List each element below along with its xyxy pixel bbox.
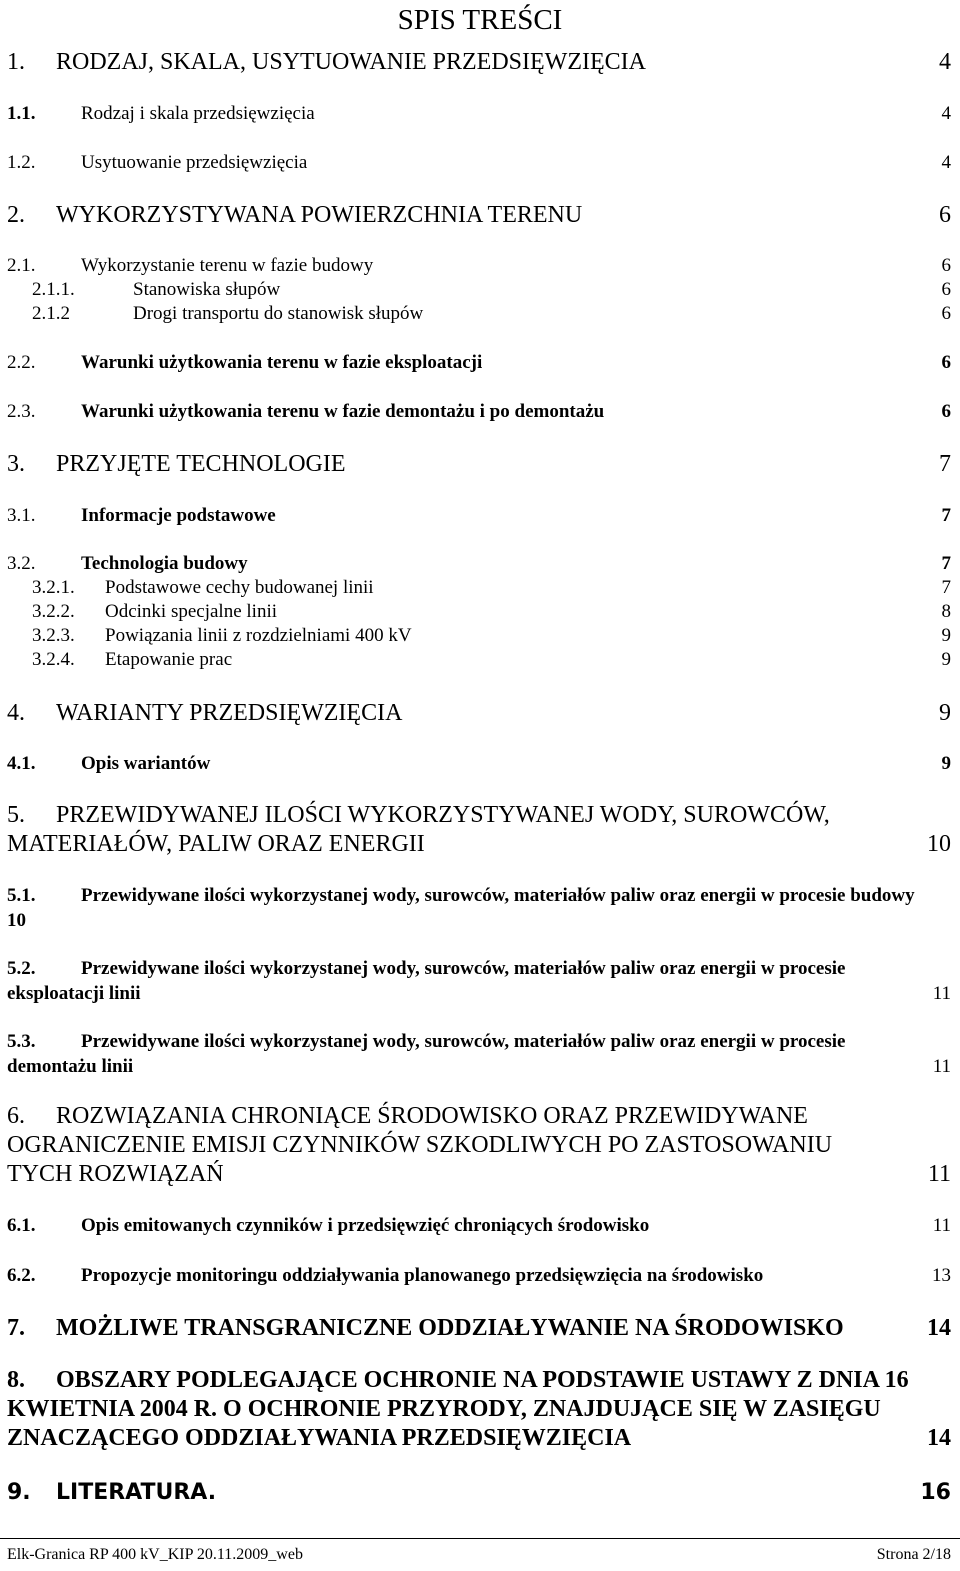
toc-number: 3.2.2.: [32, 601, 75, 622]
toc-title: Propozycje monitoringu oddziaływania planowanego przedsięwzięcia na środowisko: [81, 1265, 764, 1286]
toc-number: 2.2.: [7, 352, 36, 373]
toc-title: Warunki użytkowania terenu w fazie demontażu i po demontażu: [81, 401, 605, 422]
toc-number: 5.3.: [7, 1031, 36, 1052]
toc-number: 9.: [7, 1480, 31, 1505]
toc-number: 3.2.1.: [32, 577, 75, 598]
toc-title: Opis wariantów: [81, 753, 211, 774]
toc-entry[interactable]: [7, 400, 951, 424]
toc-title: LITERATURA.: [56, 1480, 217, 1505]
toc-entry[interactable]: [7, 956, 951, 1006]
footer-document-name: Elk-Granica RP 400 kV_KIP 20.11.2009_web: [7, 1546, 303, 1563]
toc-page: 7: [941, 505, 951, 526]
toc-page: 6: [941, 303, 951, 324]
toc-title: RODZAJ, SKALA, USYTUOWANIE PRZEDSIĘWZIĘCIA: [56, 49, 646, 75]
toc-title: PRZYJĘTE TECHNOLOGIE: [56, 451, 346, 477]
toc-page: 9: [941, 753, 951, 774]
toc-entry[interactable]: [7, 351, 951, 375]
toc-title: WARIANTY PRZEDSIĘWZIĘCIA: [56, 700, 403, 726]
toc-page: 4: [941, 103, 951, 124]
toc-entry[interactable]: [7, 552, 951, 576]
toc-title: Warunki użytkowania terenu w fazie eksploatacji: [81, 352, 483, 373]
toc-title: Odcinki specjalne linii: [105, 601, 278, 622]
toc-entry[interactable]: [7, 801, 951, 859]
toc-entry[interactable]: [7, 1478, 951, 1508]
toc-entry[interactable]: [7, 752, 951, 776]
toc-page: 6: [941, 401, 951, 422]
toc-title: OBSZARY PODLEGAJĄCE OCHRONIE NA PODSTAWIE USTAWY Z DNIA 16 KWIETNIA 2004 R. O OCHRONIE PRZYRODY, ZNAJDUJĄCE SIĘ W ZASIĘGU ZNACZĄCEGO ODDZIAŁYWANIA PRZEDSIĘWZIĘCIA: [7, 1367, 909, 1451]
toc-number: 8.: [7, 1367, 25, 1393]
toc-page: 4: [939, 49, 951, 75]
toc-entry[interactable]: [7, 449, 951, 479]
toc-entry[interactable]: [7, 1264, 951, 1288]
toc-page: 13: [932, 1265, 951, 1286]
toc-title: Technologia budowy: [81, 553, 248, 574]
toc-number: 1.2.: [7, 152, 36, 173]
toc-entry[interactable]: [7, 1313, 951, 1343]
toc-page: 9: [941, 649, 951, 670]
toc-page: 4: [941, 152, 951, 173]
toc-title: Wykorzystanie terenu w fazie budowy: [81, 255, 374, 276]
toc-page: 16: [920, 1480, 951, 1505]
toc-page: 7: [941, 577, 951, 598]
toc-title: MOŻLIWE TRANSGRANICZNE ODDZIAŁYWANIE NA ŚRODOWISKO: [56, 1315, 844, 1341]
toc-page: 8: [941, 601, 951, 622]
toc-number: 1.: [7, 49, 25, 75]
footer-page-number: Strona 2/18: [876, 1546, 951, 1563]
toc-entry[interactable]: [7, 624, 951, 648]
page-title: SPIS TREŚCI: [397, 4, 563, 36]
toc-page: 7: [939, 451, 951, 477]
toc-title: Przewidywane ilości wykorzystanej wody, surowców, materiałów paliw oraz energii w procesie demontażu linii: [7, 1031, 846, 1077]
toc-page: 11: [932, 1056, 951, 1077]
toc-title: ROZWIĄZANIA CHRONIĄCE ŚRODOWISKO ORAZ PRZEWIDYWANE OGRANICZENIE EMISJI CZYNNIKÓW SZKODLIWYCH PO ZASTOSOWANIU TYCH ROZWIĄZAŃ: [7, 1103, 833, 1187]
toc-page: 6: [941, 255, 951, 276]
toc-number: 3.2.: [7, 553, 36, 574]
toc-entry[interactable]: [7, 648, 951, 672]
toc-entry[interactable]: [7, 698, 951, 728]
toc-title: Rodzaj i skala przedsięwzięcia: [81, 103, 315, 124]
toc-page: 11: [932, 983, 951, 1004]
footer-divider: [0, 1538, 960, 1539]
toc-page: 11: [927, 1161, 951, 1187]
toc-page: 6: [941, 279, 951, 300]
toc-entry[interactable]: [7, 151, 951, 175]
toc-page: 6: [939, 202, 951, 228]
toc-page: 14: [927, 1315, 951, 1341]
toc-page: 11: [932, 1215, 951, 1236]
toc-entry[interactable]: [7, 1029, 951, 1079]
toc-entry[interactable]: [7, 1214, 951, 1238]
toc-number: 4.1.: [7, 753, 36, 774]
toc-entry[interactable]: [7, 102, 951, 126]
toc-number: 5.: [7, 802, 25, 828]
toc-entry[interactable]: [7, 200, 951, 230]
toc-title: Opis emitowanych czynników i przedsięwzięć chroniących środowisko: [81, 1215, 650, 1236]
toc-entry[interactable]: [7, 883, 951, 933]
toc-page: 9: [941, 625, 951, 646]
toc-number: 3.2.3.: [32, 625, 75, 646]
toc-page: 14: [927, 1425, 951, 1451]
toc-entry[interactable]: [7, 278, 951, 302]
toc-number: 2.3.: [7, 401, 36, 422]
toc-title: PRZEWIDYWANEJ ILOŚCI WYKORZYSTYWANEJ WODY, SUROWCÓW, MATERIAŁÓW, PALIW ORAZ ENERGII: [7, 802, 830, 857]
toc-number: 2.1.: [7, 255, 36, 276]
toc-title: Etapowanie prac: [105, 649, 233, 670]
toc-title: WYKORZYSTYWANA POWIERZCHNIA TERENU: [56, 202, 583, 228]
toc-number: 6.1.: [7, 1215, 36, 1236]
toc-entry[interactable]: [7, 1366, 951, 1453]
toc-page: 9: [939, 700, 951, 726]
toc-entry[interactable]: [7, 576, 951, 600]
toc-number: 2.1.2: [32, 303, 70, 324]
toc-number: 3.: [7, 451, 25, 477]
toc-title: Usytuowanie przedsięwzięcia: [81, 152, 308, 173]
toc-entry[interactable]: [7, 504, 951, 528]
toc-title: Powiązania linii z rozdzielniami 400 kV: [105, 625, 412, 646]
toc-number: 4.: [7, 700, 25, 726]
toc-entry[interactable]: [7, 47, 951, 77]
toc-entry[interactable]: [7, 600, 951, 624]
toc-page: 10: [927, 831, 951, 857]
toc-title: Drogi transportu do stanowisk słupów: [133, 303, 424, 324]
toc-number: 7.: [7, 1315, 25, 1341]
toc-entry[interactable]: [7, 302, 951, 326]
toc-number: 2.: [7, 202, 25, 228]
toc-page: 7: [941, 553, 951, 574]
toc-number: 2.1.1.: [32, 279, 75, 300]
toc-number: 1.1.: [7, 103, 36, 124]
toc-number: 3.2.4.: [32, 649, 75, 670]
toc-number: 6.: [7, 1103, 25, 1129]
toc-number: 6.2.: [7, 1265, 36, 1286]
toc-title: Stanowiska słupów: [133, 279, 281, 300]
toc-number: 3.1.: [7, 505, 36, 526]
toc-title: Informacje podstawowe: [81, 505, 276, 526]
toc-title: Podstawowe cechy budowanej linii: [105, 577, 374, 598]
toc-title: Przewidywane ilości wykorzystanej wody, surowców, materiałów paliw oraz energii w procesie budowy 10: [7, 885, 915, 931]
toc-number: 5.1.: [7, 885, 36, 906]
toc-entry[interactable]: [7, 254, 951, 278]
toc-entry[interactable]: [7, 1102, 951, 1189]
toc-page: 6: [941, 352, 951, 373]
toc-number: 5.2.: [7, 958, 36, 979]
toc-title: Przewidywane ilości wykorzystanej wody, surowców, materiałów paliw oraz energii w procesie eksploatacji linii: [7, 958, 846, 1004]
